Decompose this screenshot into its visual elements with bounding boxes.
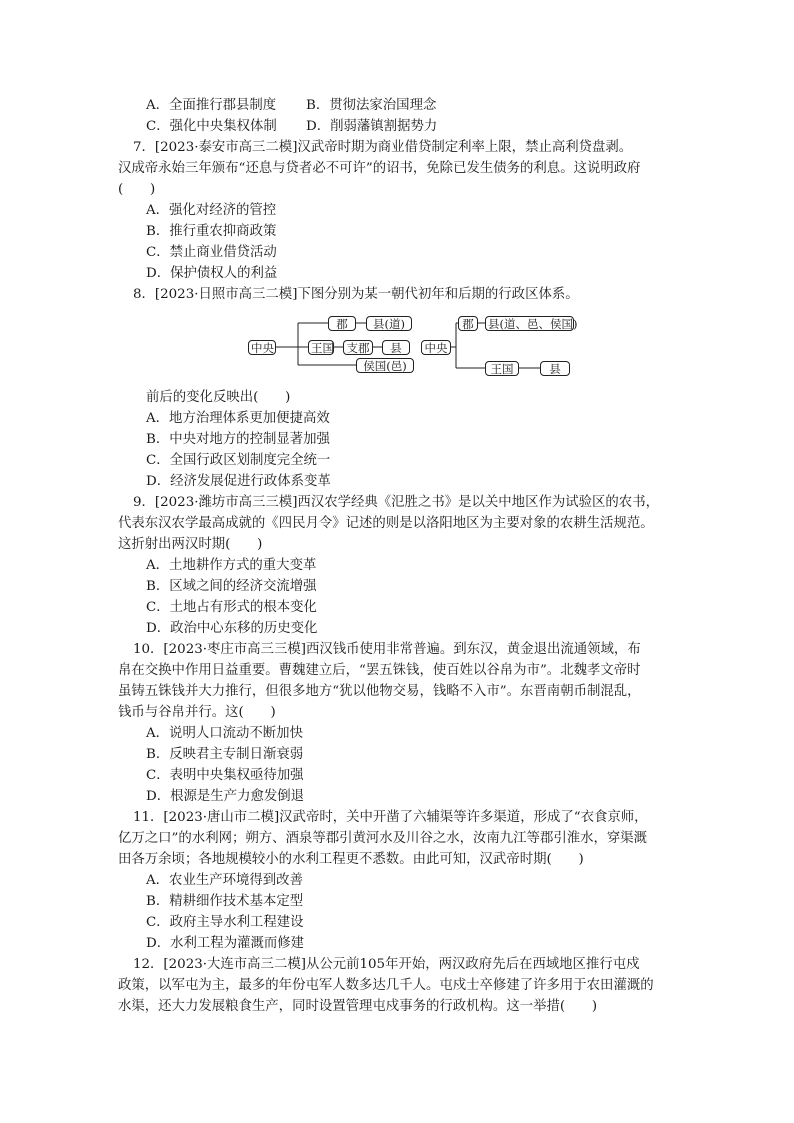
q8-stem-line-2: 前后的变化反映出( ) [146, 390, 291, 405]
q8-option-b: B．中央对地方的控制显著加强 [146, 432, 330, 447]
q7-answer-bracket: ( ) [118, 182, 156, 197]
right-jun-box: 郡 [458, 316, 478, 331]
q11-stem-line-3: 田各万余顷；各地规模较小的水利工程更不悉数。由此可知，汉武帝时期( ) [118, 852, 584, 867]
left-houguo-box: 侯国(邑) [356, 358, 414, 373]
q6-option-c: C．强化中央集权体制 [146, 119, 277, 134]
q9-stem-line-1: 9．[2023·潍坊市高三三模]西汉农学经典《氾胜之书》是以关中地区作为试验区的农书， [133, 495, 659, 510]
left-jun-box: 郡 [328, 316, 356, 331]
q8-option-a: A．地方治理体系更加便捷高效 [146, 411, 330, 426]
right-xian-list-box: 县(道、邑、侯国) [485, 316, 574, 331]
q6-option-a: A．全面推行郡县制度 [146, 98, 277, 113]
q6-options-row-2 [146, 117, 437, 137]
q6-option-b: B．贯彻法家治国理念 [306, 98, 437, 113]
left-xian-dao-box: 县(道) [366, 316, 412, 331]
left-zhijun-box: 支郡 [343, 340, 373, 355]
q11-stem-line-1: 11．[2023·唐山市二模]汉武帝时，关中开凿了六辅渠等许多渠道，形成了“衣食京师， [133, 810, 648, 825]
q7-option-c: C．禁止商业借贷活动 [146, 245, 277, 260]
q10-stem-line-2: 帛在交换中作用日益重要。曹魏建立后，“罢五铢钱，使百姓以谷帛为市”。北魏孝文帝时 [118, 663, 641, 678]
q8-stem-line-1: 8．[2023·日照市高三二模]下图分别为某一朝代初年和后期的行政区体系。 [133, 287, 579, 302]
q10-option-b: B．反映君主专制日渐衰弱 [146, 747, 304, 762]
q9-stem-line-2: 代表东汉农学最高成就的《四民月令》记述的则是以洛阳地区为主要对象的农耕生活规范。 [118, 516, 654, 531]
left-xian-box: 县 [382, 340, 410, 355]
q9-option-b: B．区域之间的经济交流增强 [146, 579, 317, 594]
q9-option-a: A．土地耕作方式的重大变革 [146, 558, 317, 573]
admin-system-diagram [246, 312, 576, 382]
right-central-box: 中央 [421, 340, 451, 355]
q8-option-d: D．经济发展促进行政体系变革 [146, 474, 331, 489]
q7-stem-line-2: 汉成帝永始三年颁布“还息与贷者必不可许”的诏书，免除已发生债务的利息。这说明政府 [118, 161, 641, 176]
q10-option-c: C．表明中央集权亟待加强 [146, 768, 304, 783]
q11-option-a: A．农业生产环境得到改善 [146, 873, 303, 888]
q6-options-row-1 [146, 96, 436, 116]
left-wangguo-box: 王国 [308, 340, 334, 355]
q9-stem-line-3: 这折射出两汉时期( ) [118, 537, 263, 552]
q10-stem-line-3: 虽铸五铢钱并大力推行，但很多地方“犹以他物交易，钱略不入市”。东晋南朝币制混乱， [118, 684, 641, 699]
q10-option-a: A．说明人口流动不断加快 [146, 726, 303, 741]
q9-option-d: D．政治中心东移的历史变化 [146, 621, 318, 636]
q10-option-d: D．根源是生产力愈发倒退 [146, 789, 305, 804]
q11-option-d: D．水利工程为灌溉而修建 [146, 936, 305, 951]
left-central-box: 中央 [248, 340, 276, 355]
q12-stem-line-3: 水渠，还大力发展粮食生产，同时设置管理屯戍事务的行政机构。这一举措( ) [118, 999, 598, 1014]
right-wangguo-box: 王国 [485, 361, 519, 376]
q7-option-b: B．推行重农抑商政策 [146, 224, 277, 239]
q11-option-c: C．政府主导水利工程建设 [146, 915, 304, 930]
q11-option-b: B．精耕细作技术基本定型 [146, 894, 304, 909]
q7-option-d: D．保护债权人的利益 [146, 266, 278, 281]
q7-option-a: A．强化对经济的管控 [146, 203, 277, 218]
right-xian-box: 县 [540, 361, 570, 376]
q6-option-d: D．削弱藩镇割据势力 [306, 119, 438, 134]
q9-option-c: C．土地占有形式的根本变化 [146, 600, 317, 615]
q7-stem-line-1: 7．[2023·泰安市高三二模]汉武帝时期为商业借贷制定利率上限，禁止高利贷盘剥。 [133, 140, 633, 155]
q10-stem-line-4: 钱币与谷帛并行。这( ) [118, 705, 276, 720]
q12-stem-line-1: 12．[2023·大连市高三二模]从公元前105年开始，两汉政府先后在西域地区推行屯戍 [133, 957, 640, 972]
q8-option-c: C．全国行政区划制度完全统一 [146, 453, 331, 468]
q11-stem-line-2: 亿万之口”的水利网；朔方、酒泉等郡引黄河水及川谷之水，汝南九江等郡引淮水，穿渠溉 [118, 831, 648, 846]
q12-stem-line-2: 政策，以军屯为主，最多的年份屯军人数多达几千人。屯戍士卒修建了许多用于农田灌溉的 [118, 978, 654, 993]
q10-stem-line-1: 10．[2023·枣庄市高三三模]西汉钱币使用非常普遍。到东汉，黄金退出流通领域，布 [133, 642, 641, 657]
